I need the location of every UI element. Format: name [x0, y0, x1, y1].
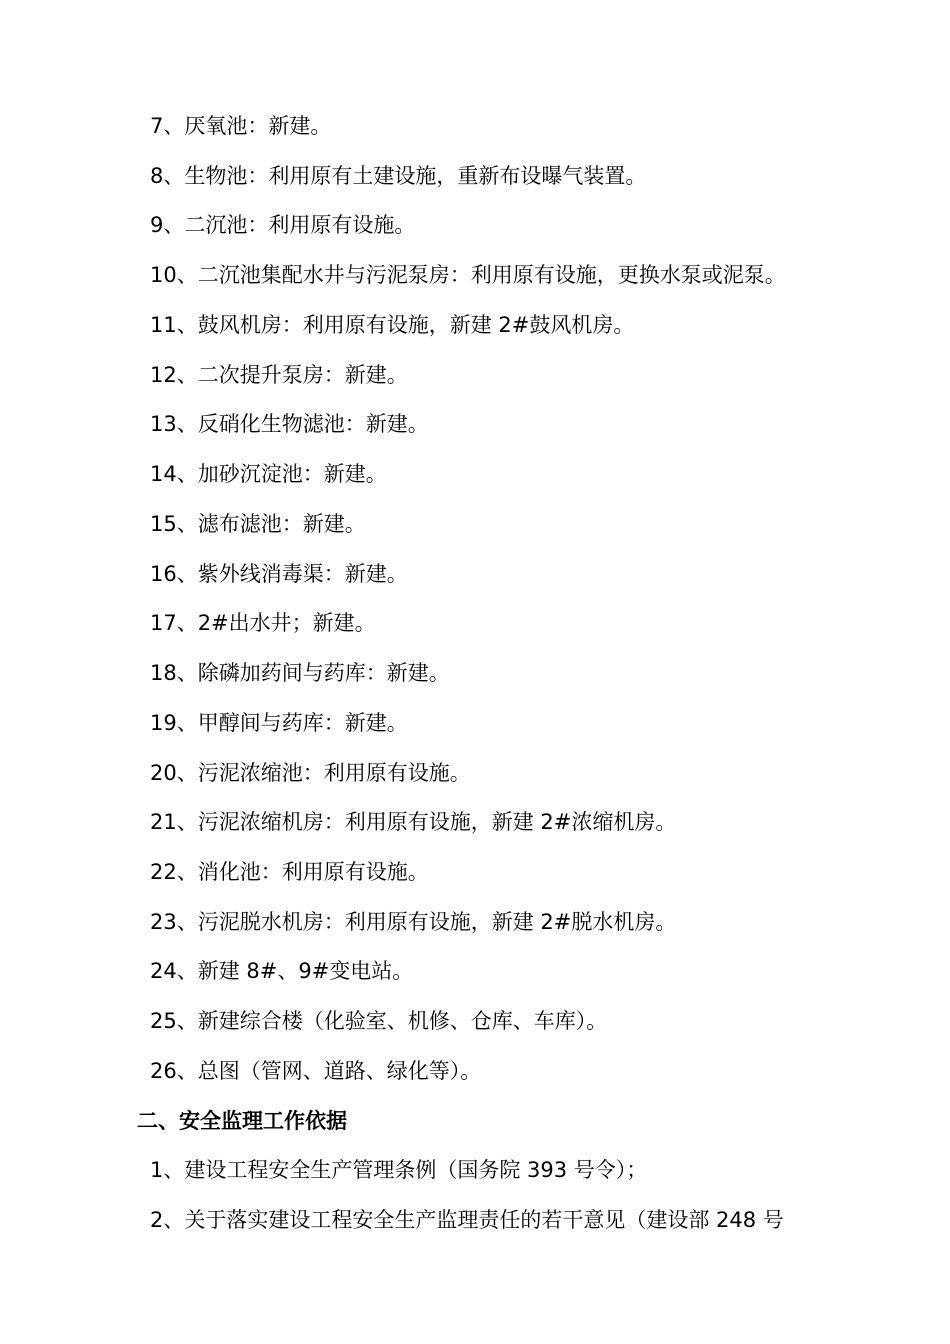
basis-item-2: 2、关于落实建设工程安全生产监理责任的若干意见（建设部 248 号: [150, 1208, 784, 1232]
list-item-13: 13、反硝化生物滤池：新建。: [150, 412, 429, 436]
list-item-17: 17、2#出水井；新建。: [150, 611, 376, 635]
list-item-19: 19、甲醇间与药库：新建。: [150, 711, 408, 735]
list-item-10: 10、二沉池集配水井与污泥泵房：利用原有设施，更换水泵或泥泵。: [150, 263, 786, 287]
list-item-11: 11、鼓风机房：利用原有设施，新建 2#鼓风机房。: [150, 313, 635, 337]
list-item-12: 12、二次提升泵房：新建。: [150, 363, 408, 387]
basis-item-1: 1、建设工程安全生产管理条例（国务院 393 号令）；: [150, 1158, 648, 1182]
list-item-20: 20、污泥浓缩池：利用原有设施。: [150, 761, 471, 785]
list-item-25: 25、新建综合楼（化验室、机修、仓库、车库）。: [150, 1009, 608, 1033]
list-item-23: 23、污泥脱水机房：利用原有设施，新建 2#脱水机房。: [150, 910, 677, 934]
list-item-9: 9、二沉池：利用原有设施。: [150, 213, 416, 237]
list-item-22: 22、消化池：利用原有设施。: [150, 860, 429, 884]
list-item-26: 26、总图（管网、道路、绿化等）。: [150, 1059, 482, 1083]
list-item-21: 21、污泥浓缩机房：利用原有设施，新建 2#浓缩机房。: [150, 810, 677, 834]
list-item-18: 18、除磷加药间与药库：新建。: [150, 661, 450, 685]
list-item-7: 7、厌氧池：新建。: [150, 114, 332, 138]
list-item-14: 14、加砂沉淀池：新建。: [150, 462, 387, 486]
section-heading: 二、安全监理工作依据: [137, 1109, 347, 1133]
list-item-8: 8、生物池：利用原有土建设施，重新布设曝气装置。: [150, 164, 647, 188]
list-item-24: 24、新建 8#、9#变电站。: [150, 959, 414, 983]
list-item-16: 16、紫外线消毒渠：新建。: [150, 562, 408, 586]
list-item-15: 15、滤布滤池：新建。: [150, 512, 366, 536]
